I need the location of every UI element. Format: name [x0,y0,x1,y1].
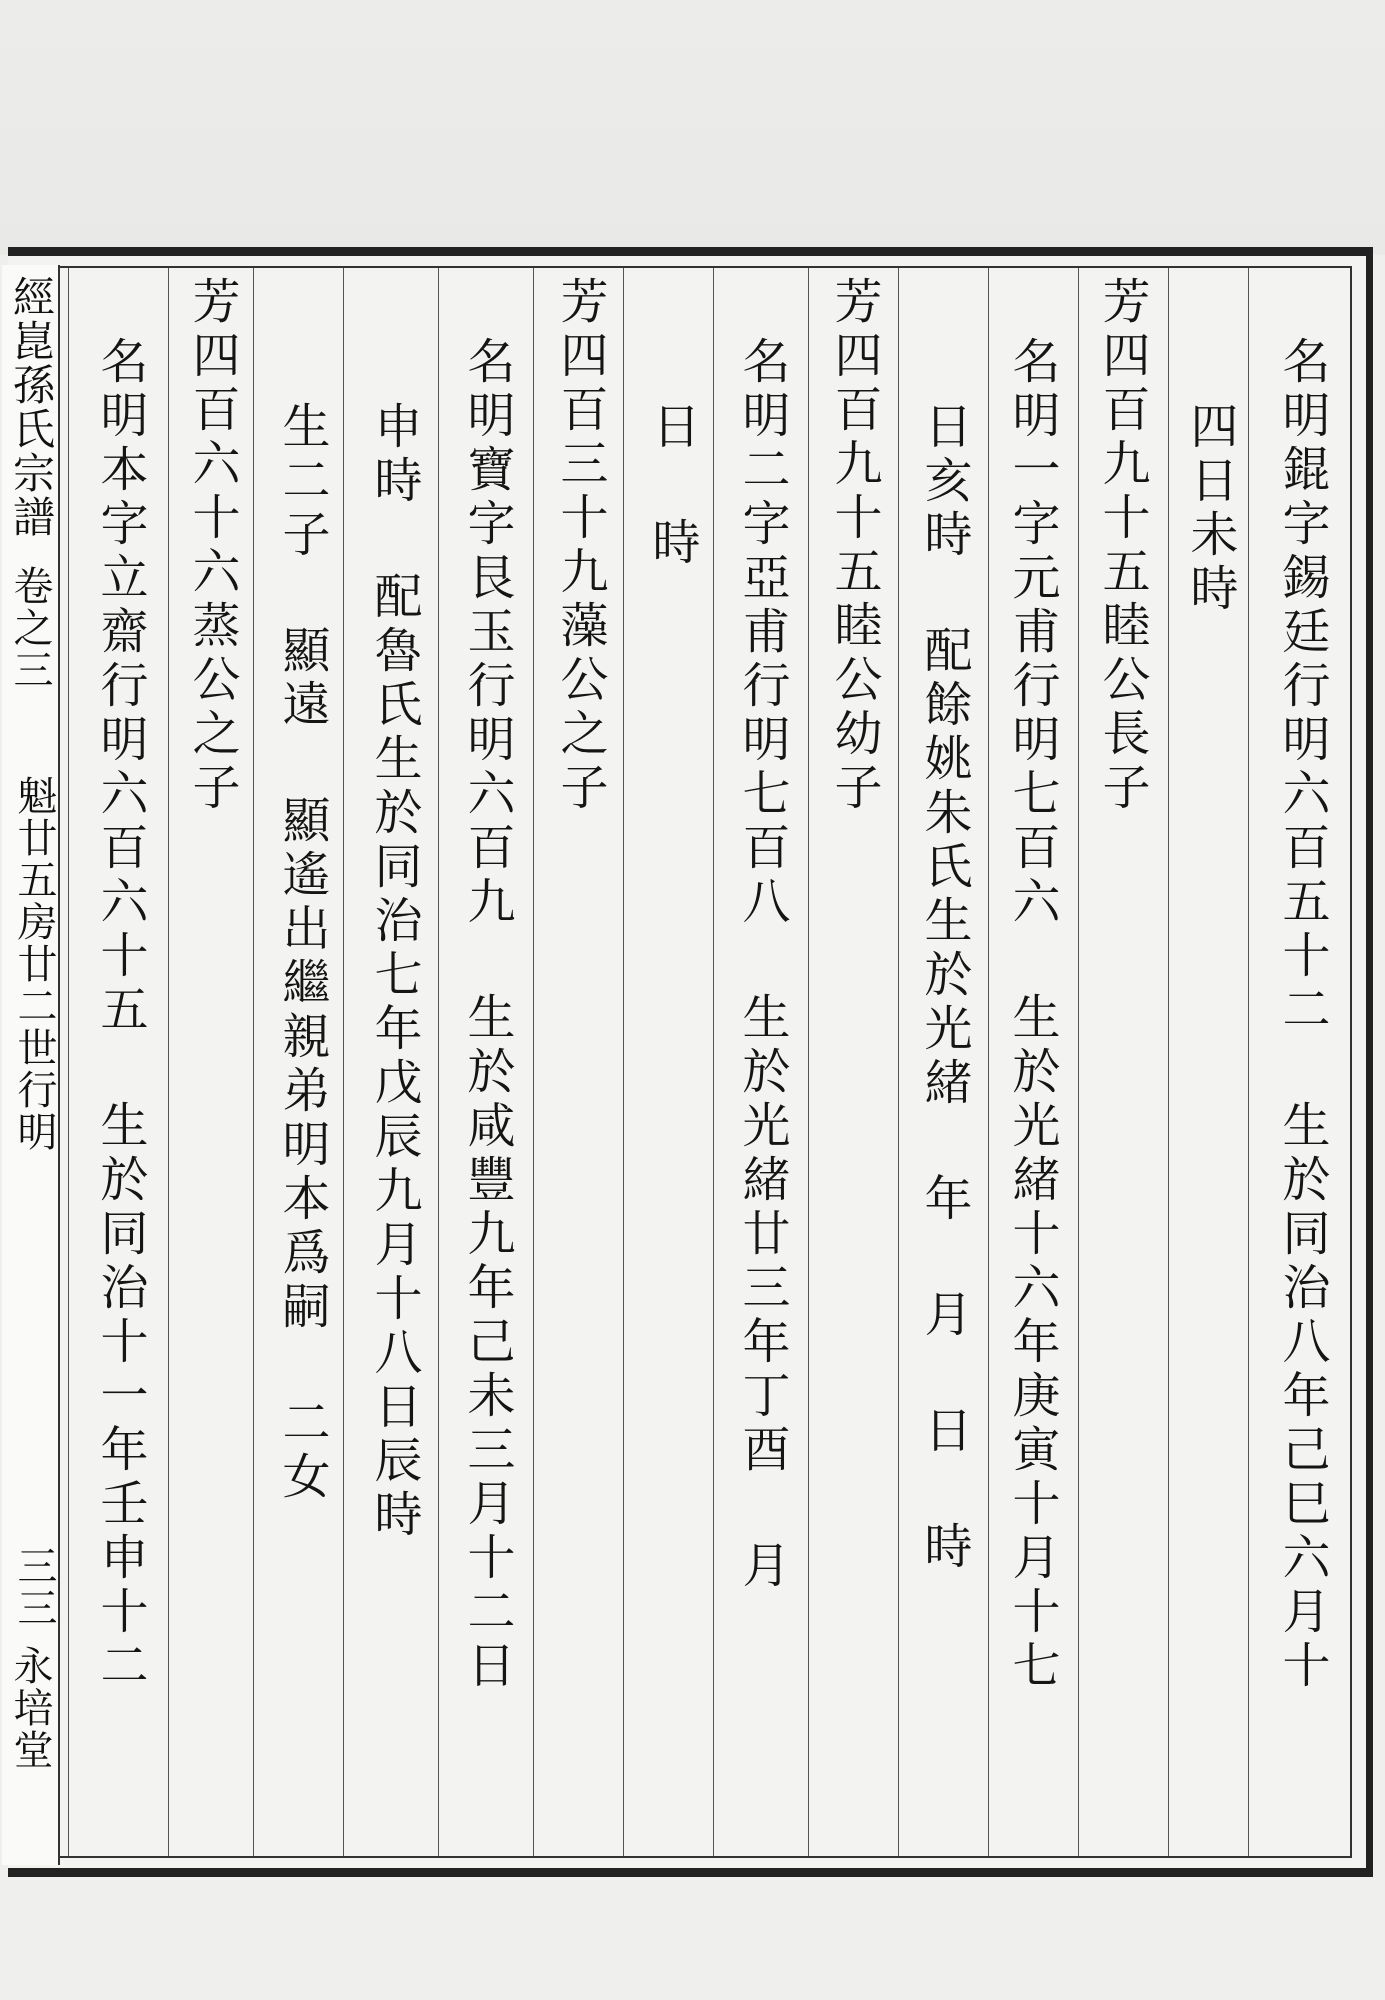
column-rule [1078,268,1079,1856]
margin-title: 經崑孫氏宗譜 [7,275,56,539]
margin-strip [2,265,60,1865]
entry-line: 日 時 [644,401,700,571]
column-rule [713,268,714,1856]
entry-line: 生二子 顯遠 顯遙出繼親弟明本爲嗣 二女 [274,401,330,1505]
entry-line: 名明一字元甫行明七百六 生於光緒十六年庚寅十月十七 [1004,336,1060,1694]
entry-line: 申時 配魯氏生於同治七年戊辰九月十八日辰時 [366,401,422,1543]
entry-line: 名明錕字錫廷行明六百五十二 生於同治八年己巳六月十 [1274,336,1330,1694]
column-rule [898,268,899,1856]
column-rule [808,268,809,1856]
column-rule [533,268,534,1856]
margin-hall: 永培堂 [7,1645,53,1771]
margin-section: 魁廿五房廿二世行明 [11,775,57,1153]
page-frame [8,247,1373,1877]
entry-heading: 芳四百六十六蒸公之子 [184,276,240,816]
entry-line: 日亥時 配餘姚朱氏生於光緒 年 月 日 時 [916,401,972,1575]
entry-line: 名明寶字艮玉行明六百九 生於咸豐九年己未三月十二日 [459,336,515,1694]
column-rule [988,268,989,1856]
column-rule [1168,268,1169,1856]
entry-line: 名明二字亞甫行明七百八 生於光緒廿三年丁酉 月 [734,336,790,1594]
column-rule [1248,268,1249,1856]
column-rule [343,268,344,1856]
column-rule [623,268,624,1856]
entry-line: 四日未時 [1182,401,1238,617]
margin-page: 三三 [11,1545,57,1629]
column-rule [68,268,69,1856]
entry-heading: 芳四百九十五睦公幼子 [826,276,882,816]
column-rule [253,268,254,1856]
entry-heading: 芳四百三十九藻公之子 [552,276,608,816]
column-rule [438,268,439,1856]
entry-heading: 芳四百九十五睦公長子 [1094,276,1150,816]
entry-line: 名明本字立齋行明六百六十五 生於同治十一年壬申十二 [92,336,148,1694]
page-top-blank [0,0,1385,255]
column-rule [168,268,169,1856]
margin-volume: 卷之三 [7,565,53,691]
